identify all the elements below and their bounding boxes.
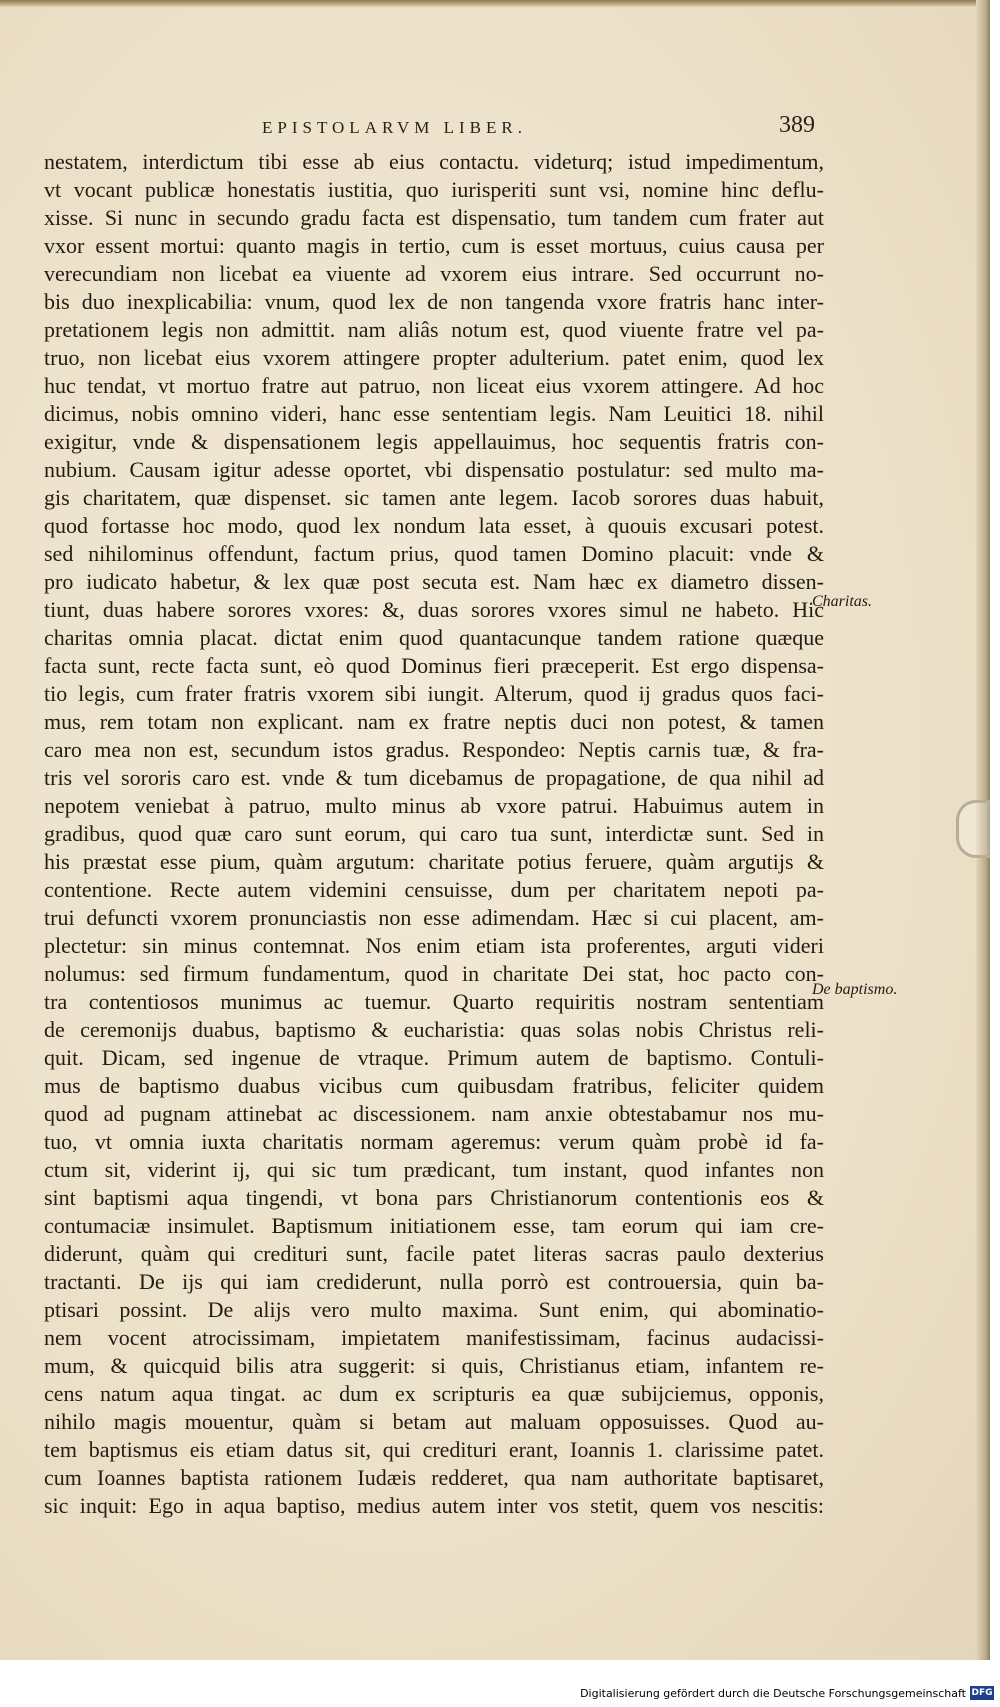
footer-credit: Digitalisierung gefördert durch die Deutsche Forschungsgemeinschaft (580, 1687, 966, 1700)
text-line: dicimus, nobis omnino videri, hanc esse sententiam legis. Nam Leuitici 18. nihil (44, 401, 824, 426)
page-top-edge (0, 0, 990, 8)
text-line: caro mea non est, secundum istos gradus. Respondeo: Neptis carnis tuæ, & fra- (44, 737, 824, 762)
text-line: tra contentiosos munimus ac tuemur. Quarto requiritis nostram sententiam (44, 989, 824, 1014)
running-title: EPISTOLARVM LIBER. (262, 118, 527, 137)
text-line: facta sunt, recte facta sunt, eò quod Dominus fieri præceperit. Est ergo dispensa- (44, 653, 824, 678)
text-line: trui defuncti vxorem pronunciastis non esse adimendam. Hæc si cui placent, am- (44, 905, 824, 930)
text-line: tuo, vt omnia iuxta charitatis normam ageremus: verum quàm probè id fa- (44, 1129, 824, 1154)
text-line: diderunt, quàm qui credituri sunt, facile patet literas sacras paulo dexterius (44, 1241, 824, 1266)
text-line: tem baptismus eis etiam datus sit, qui credituri erant, Ioannis 1. clarissime patet. (44, 1437, 824, 1462)
text-line: tio legis, cum frater fratris vxorem sibi iungit. Alterum, quod ij gradus quos faci- (44, 681, 824, 706)
text-line: gis charitatem, quæ dispenset. sic tamen ante legem. Iacob sorores duas habuit, (44, 485, 824, 510)
text-line: nubium. Causam igitur adesse oportet, vbi dispensatio postulatur: sed multo ma- (44, 457, 824, 482)
book-clasp (956, 800, 990, 858)
text-line: tractanti. De ijs qui iam crediderunt, nulla porrò est controuersia, quin ba- (44, 1269, 824, 1294)
text-line: tiunt, duas habere sorores vxores: &, duas sorores vxores simul ne habeto. Hic (44, 597, 824, 622)
text-line: bis duo inexplicabilia: vnum, quod lex de non tangenda vxore fratris hanc inter- (44, 289, 824, 314)
page-number: 389 (779, 112, 815, 138)
text-line: nepotem veniebat à patruo, multo minus ab vxore patrui. Habuimus autem in (44, 793, 824, 818)
text-line: nem vocent atrocissimam, impietatem manifestissimam, facinus audacissi- (44, 1325, 824, 1350)
text-line: exigitur, vnde & dispensationem legis appellauimus, hoc sequentis fratris con- (44, 429, 824, 454)
text-line: his præstat esse pium, quàm argutum: charitate potius feruere, quàm argutijs & (44, 849, 824, 874)
margin-note-baptismo: De baptismo. (812, 981, 898, 998)
text-line: nestatem, interdictum tibi esse ab eius contactu. videturq; istud impedimentum, (44, 149, 824, 174)
text-line: mus de baptismo duabus vicibus cum quibusdam fratribus, feliciter quidem (44, 1073, 824, 1098)
text-line: nolumus: sed firmum fundamentum, quod in charitate Dei stat, hoc pacto con- (44, 961, 824, 986)
text-line: verecundiam non licebat ea viuente ad vxorem eius intrare. Sed occurrunt no- (44, 261, 824, 286)
body-text (44, 148, 824, 1520)
text-line: mum, & quicquid bilis atra suggerit: si quis, Christianus etiam, infantem re- (44, 1353, 824, 1378)
text-line: ctum sit, viderint ij, qui sic tum prædicant, tum instant, quod infantes non (44, 1157, 824, 1182)
text-line: de ceremonijs duabus, baptismo & eucharistia: quas solas nobis Christus reli- (44, 1017, 824, 1042)
text-line: contumaciæ insimulet. Baptismum initiationem esse, tam eorum qui iam cre- (44, 1213, 824, 1238)
text-line: quit. Dicam, sed ingenue de vtraque. Primum autem de baptismo. Contuli- (44, 1045, 824, 1070)
text-line: vt vocant publicæ honestatis iustitia, quo iurisperiti sunt vsi, nomine hinc deflu- (44, 177, 824, 202)
dfg-logo: DFG (971, 1688, 993, 1698)
text-line: sint baptismi aqua tingendi, vt bona pars Christianorum contentionis eos & (44, 1185, 824, 1210)
text-line: sic inquit: Ego in aqua baptiso, medius autem inter vos stetit, quem vos nescitis: (44, 1493, 824, 1518)
text-line: sed nihilominus offendunt, factum prius, quod tamen Domino placuit: vnde & (44, 541, 824, 566)
text-line: nihilo magis mouentur, quàm si betam aut maluam opposuisses. Quod au- (44, 1409, 824, 1434)
text-line: vxor essent mortui: quanto magis in tertio, cum is esset mortuus, cuius causa per (44, 233, 824, 258)
text-line: quod ad pugnam attinebat ac discessionem. nam anxie obtestabamur nos mu- (44, 1101, 824, 1126)
margin-note-charitas: Charitas. (812, 593, 873, 610)
text-line: xisse. Si nunc in secundo gradu facta est dispensatio, tum tandem cum frater aut (44, 205, 824, 230)
text-line: ptisari possint. De alijs vero multo maxima. Sunt enim, qui abominatio- (44, 1297, 824, 1322)
text-line: cum Ioannes baptista rationem Iudæis redderet, qua nam authoritate baptisaret, (44, 1465, 824, 1490)
text-line: quod fortasse hoc modo, quod lex nondum lata esset, à quouis excusari potest. (44, 513, 824, 538)
text-line: pro iudicato habetur, & lex quæ post secuta est. Nam hæc ex diametro dissen- (44, 569, 824, 594)
text-line: contentione. Recte autem videmini censuisse, dum per charitatem nepoti pa- (44, 877, 824, 902)
text-line: pretationem legis non admittit. nam aliâs notum est, quod viuente fratre vel pa- (44, 317, 824, 342)
text-line: tris vel sororis caro est. vnde & tum dicebamus de propagatione, de qua nihil ad (44, 765, 824, 790)
text-line: gradibus, quod quæ caro sunt eorum, qui caro tua sunt, interdictæ sunt. Sed in (44, 821, 824, 846)
text-line: huc tendat, vt mortuo fratre aut patruo, non liceat eius vxorem attingere. Ad hoc (44, 373, 824, 398)
text-line: mus, rem totam non explicant. nam ex fratre neptis duci non potest, & tamen (44, 709, 824, 734)
text-line: charitas omnia placat. dictat enim quod quantacunque tandem ratione quæque (44, 625, 824, 650)
text-line: plectetur: sin minus contemnat. Nos enim etiam ista proferentes, arguti videri (44, 933, 824, 958)
text-line: cens natum aqua tingat. ac dum ex scripturis ea quæ subijciemus, opponis, (44, 1381, 824, 1406)
text-line: truo, non licebat eius vxorem attingere propter adulterium. patet enim, quod lex (44, 345, 824, 370)
